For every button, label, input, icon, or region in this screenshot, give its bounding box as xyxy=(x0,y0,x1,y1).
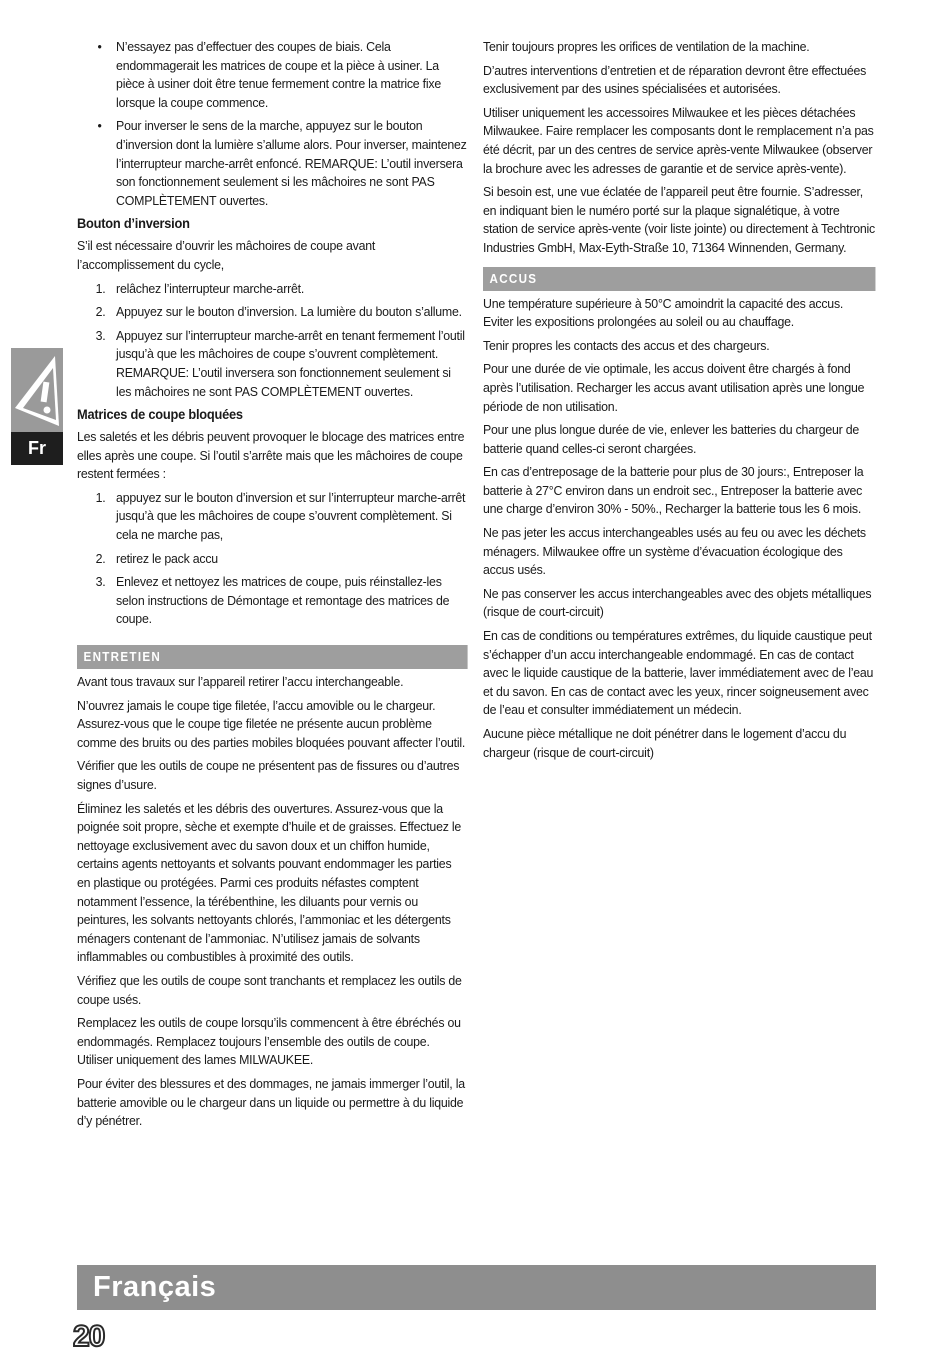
numbered-list xyxy=(77,489,468,629)
list-item xyxy=(77,280,468,299)
step-text: Enlevez et nettoyez les matrices de coupe, puis réinstallez-les selon instructions de Démontage et remontage des matrices de coupe. xyxy=(116,574,450,627)
step-number: 3. xyxy=(95,574,106,590)
list-item: • N’essayez pas d’effectuer des coupes de biais. Cela endommagerait les matrices de coupe et la pièce à usiner. La pièce à usiner doit être tenue fermement contre la matrice fixe lorsque la coupe commence. xyxy=(77,38,468,112)
paragraph: En cas de conditions ou températures extrêmes, du liquide caustique peut s’échapper d’un accu interchangeable endommagé. En cas de contact avec le liquide caustique de la batterie, laver immédiatement avec de l’eau et du savon. En cas de contact avec les yeux, rincer soigneusement avec de l’eau et consulter immédiatement un médecin. xyxy=(483,628,874,718)
step-text: retirez le pack accu xyxy=(116,550,218,566)
list-item xyxy=(77,573,468,629)
step-number: 1. xyxy=(95,280,106,296)
page-number: 20 xyxy=(73,1320,105,1353)
list-item: • Pour inverser le sens de la marche, appuyez sur le bouton d’inversion dont la lumière s’allume alors. Pour inverser, maintenez l’interrupteur marche-arrêt enfoncé. REMARQUE: L’outil inversera son fonctionnement seulement si les mâchoires ne sont PAS COMPLÈTEMENT ouvertes. xyxy=(77,117,468,210)
paragraph: Aucune pièce métallique ne doit pénétrer dans le logement d’accu du chargeur (risque de court-circuit) xyxy=(483,726,847,760)
warning-panel xyxy=(11,348,63,432)
section-heading-matrices: Matrices de coupe bloquées xyxy=(77,407,243,423)
footer-language-title: Français xyxy=(93,1271,217,1303)
step-text: appuyez sur le bouton d’inversion et sur l’interrupteur marche-arrêt jusqu’à que les mâchoires de coupe s’ouvrent complètement. Si cela ne marche pas, xyxy=(116,489,466,543)
bullet-list xyxy=(77,38,468,210)
paragraph: Pour éviter des blessures et des dommages, ne jamais immerger l’outil, la batterie amovible ou le chargeur dans un liquide ou permettre à du liquide d’y pénétrer. xyxy=(77,1075,465,1129)
paragraph: Vérifier que les outils de coupe ne présentent pas de fissures ou d’autres signes d’usure. xyxy=(77,758,460,792)
paragraph: Utiliser uniquement les accessoires Milwaukee et les pièces détachées Milwaukee. Faire remplacer les composants dont le remplacement n’a pas été décrit, par un des centres de service après-vente Milwaukee (observer la brochure avec les adresses de garantie et de service après-vente). xyxy=(483,104,874,176)
language-code: Fr xyxy=(11,432,63,465)
step-text: Appuyez sur l’interrupteur marche-arrêt en tenant fermement l’outil jusqu’à que les mâchoires de coupe s’ouvrent complètement. REMARQUE: L’outil inversera son fonctionnement seulement si les mâchoires ne sont PAS COMPLÈTEMENT ouvertes. xyxy=(116,327,465,399)
paragraph: Ne pas conserver les accus interchangeables avec des objets métalliques (risque de court-circuit) xyxy=(483,585,872,620)
list-item xyxy=(77,489,468,545)
paragraph: Les saletés et les débris peuvent provoquer le blocage des matrices entre elles après une coupe. Si l’outil s’arrête mais que les mâchoires de coupe restent fermées : xyxy=(77,429,465,482)
warning-triangle-icon xyxy=(11,348,63,432)
numbered-list xyxy=(77,280,468,402)
list-item xyxy=(77,327,468,401)
paragraph: Éliminez les saletés et les débris des ouvertures. Assurez-vous que la poignée soit propre, sèche et exempte d’huile et de graisses. Effectuez le nettoyage exclusivement avec du savon doux et un chiffon humide, certains agents nettoyants et solvants pouvant endommager les parties en plastique ou protégées. Parmi ces produits néfastes comptent notamment l’essence, la térébenthine, les diluants pour vernis ou peintures, les solvants nettoyants chlorés, l’ammoniac et les détergents ménagers contenant de l’ammoniac. N’utilisez jamais de solvants inflammables ou combustibles à proximité des outils. xyxy=(77,800,462,965)
paragraph: Tenir toujours propres les orifices de ventilation de la machine. xyxy=(483,39,810,54)
paragraph: Tenir propres les contacts des accus et des chargeurs. xyxy=(483,337,770,353)
step-text: relâchez l’interrupteur marche-arrêt. xyxy=(116,280,305,296)
list-item xyxy=(77,550,468,569)
step-number: 1. xyxy=(95,489,106,505)
paragraph: D’autres interventions d’entretien et de réparation devront être effectuées exclusivement par des usines spécialisées et autorisées. xyxy=(483,62,867,97)
step-number: 2. xyxy=(95,550,106,566)
footer-language-bar xyxy=(77,1265,876,1310)
right-column xyxy=(483,38,875,767)
section-heading-bouton-inversion: Bouton d’inversion xyxy=(77,216,190,232)
paragraph: Une température supérieure à 50°C amoindrit la capacité des accus. Eviter les expositions prolongées au soleil ou au chauffage. xyxy=(483,295,844,330)
section-band-accus: ACCUS xyxy=(483,267,875,291)
paragraph: Remplacez les outils de coupe lorsqu’ils commencent à être ébréchés ou endommagés. Remplacez toujours l’ensemble des outils de coupe. Utiliser uniquement des lames MILWAUKEE. xyxy=(77,1015,461,1068)
paragraph: Avant tous travaux sur l’appareil retirer l’accu interchangeable. xyxy=(77,674,404,690)
paragraph: Vérifiez que les outils de coupe sont tranchants et remplacez les outils de coupe usés. xyxy=(77,972,462,1007)
step-text: Appuyez sur le bouton d’inversion. La lumière du bouton s’allume. xyxy=(116,304,462,320)
language-side-tab xyxy=(11,348,63,465)
paragraph: En cas d’entreposage de la batterie pour plus de 30 jours:, Entreposer la batterie à 27°C environ dans un endroit sec., Entreposer la batterie avec une charge d’environ 30% - 50%., Recharger la batterie tous les 6 mois. xyxy=(483,464,864,517)
step-number: 3. xyxy=(95,327,106,343)
paragraph: Pour une durée de vie optimale, les accus doivent être chargés à fond après l’utilisation. Recharger les accus avant utilisation après une longue période de non utilisation. xyxy=(483,361,865,414)
step-number: 2. xyxy=(95,304,106,320)
paragraph: Si besoin est, une vue éclatée de l’appareil peut être fournie. S’adresser, en indiquant bien le numéro porté sur la plaque signalétique, à votre station de service après-vente (voir liste jointe) ou directement à Techtronic Industries GmbH, Max-Eyth-Straße 10, 71364 Winnenden, Germany. xyxy=(483,184,875,255)
paragraph: Pour une plus longue durée de vie, enlever les batteries du chargeur de batterie quand celles-ci seront chargées. xyxy=(483,422,860,456)
left-column xyxy=(77,38,468,1136)
list-item xyxy=(77,303,468,322)
section-band-entretien: ENTRETIEN xyxy=(77,645,468,669)
paragraph: S’il est nécessaire d’ouvrir les mâchoires de coupe avant l’accomplissement du cycle, xyxy=(77,238,376,272)
paragraph: Ne pas jeter les accus interchangeables usés au feu ou avec les déchets ménagers. Milwaukee offre un système d’évacuation écologique des accus usés. xyxy=(483,525,866,578)
paragraph: N’ouvrez jamais le coupe tige filetée, l’accu amovible ou le chargeur. Assurez-vous que le coupe tige filetée ne présente aucun problème comme des bruits ou des parties mobiles bloquées pouvant affecter l’outil. xyxy=(77,697,466,750)
